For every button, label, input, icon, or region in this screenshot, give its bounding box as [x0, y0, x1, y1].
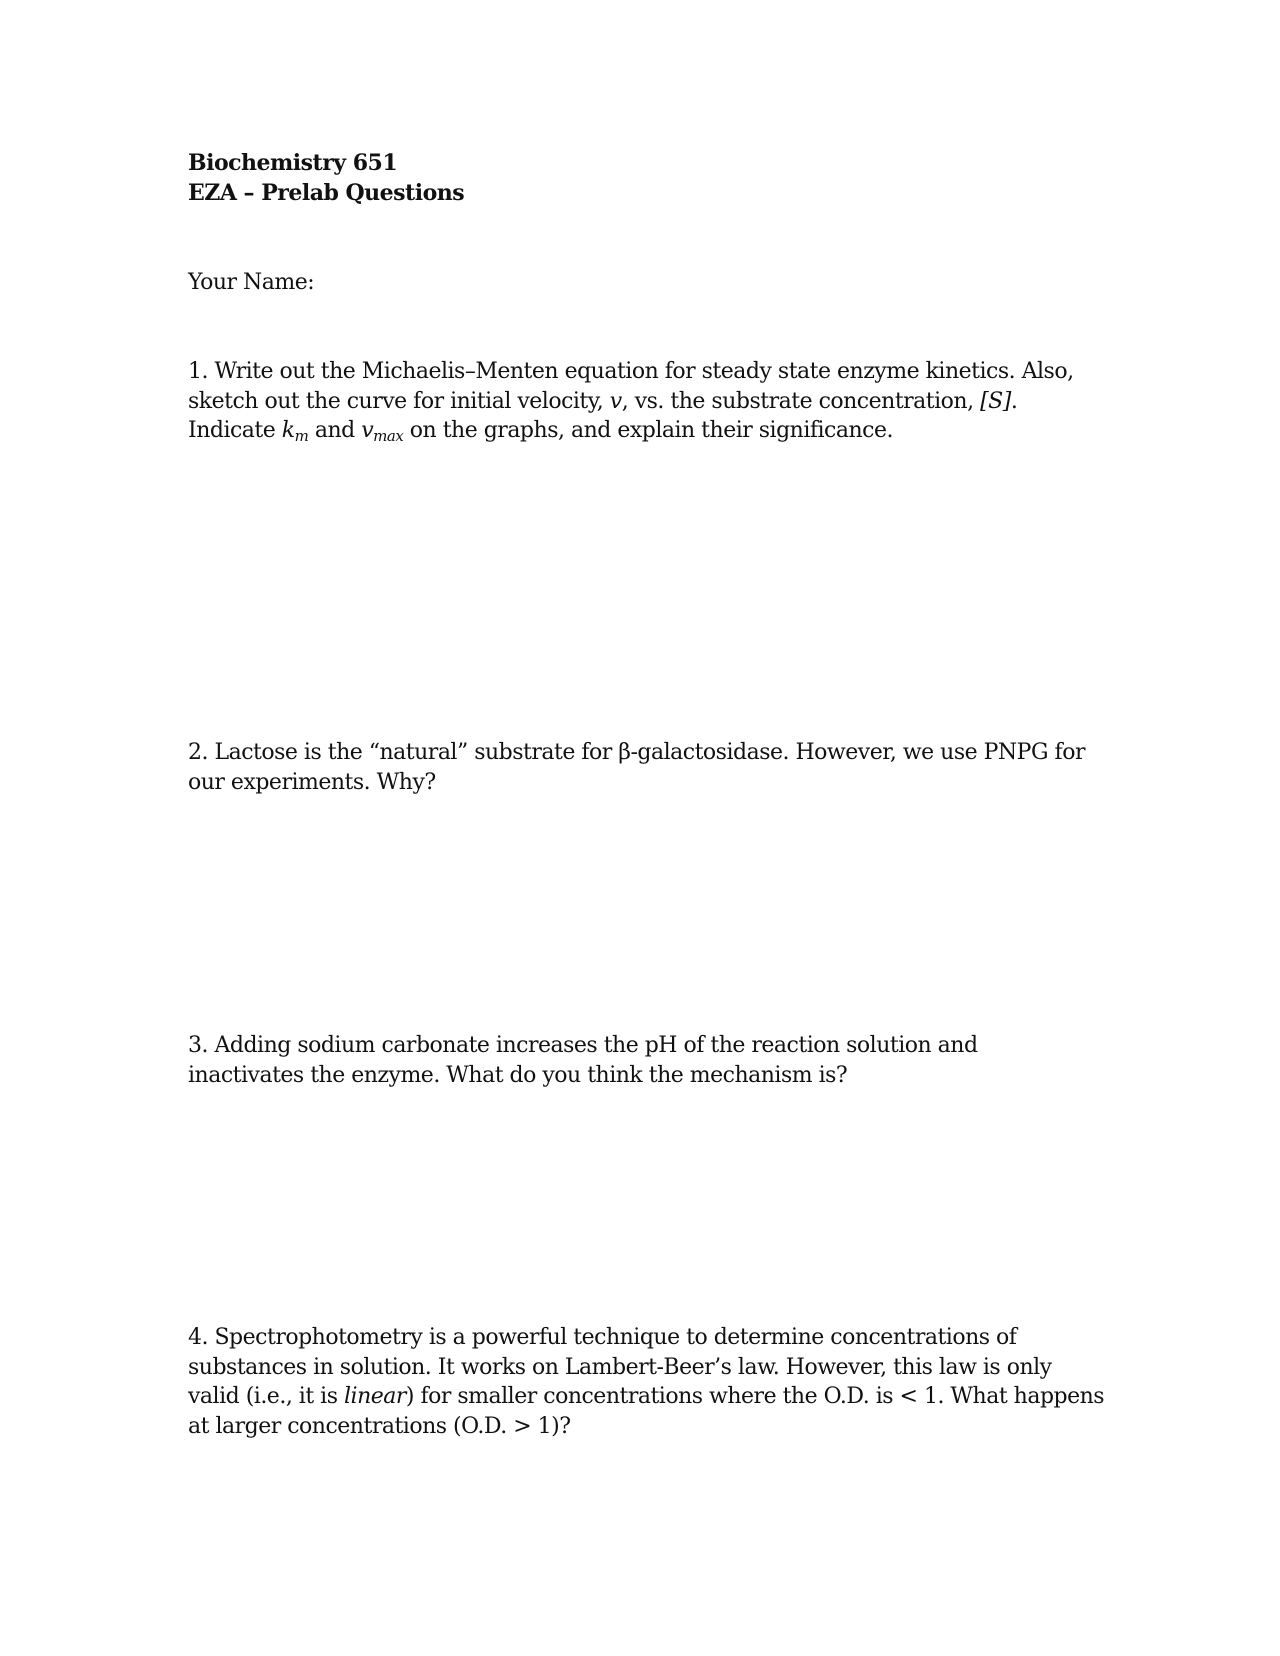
name-label: Your Name:: [188, 270, 315, 295]
question-4-line-4: at larger concentrations (O.D. > 1)?: [188, 1413, 571, 1439]
question-1-line-3: Indicate km and vmax on the graphs, and explain their significance.: [188, 418, 893, 445]
question-4-line-3: valid (i.e., it is linear) for smaller concentrations where the O.D. is < 1. What happens: [188, 1384, 1105, 1409]
question-2: [188, 738, 1108, 797]
question-1-line-2: sketch out the curve for initial velocity, v, vs. the substrate concentration, [S].: [188, 388, 1018, 414]
question-2-line-1: 2. Lactose is the “natural” substrate for β-galactosidase. However, we use PNPG for: [188, 740, 1085, 765]
vmax-symbol: v: [361, 418, 374, 443]
question-4: [188, 1323, 1108, 1441]
question-3-line-1: 3. Adding sodium carbonate increases the pH of the reaction solution and: [188, 1033, 978, 1058]
question-4-line-1: 4. Spectrophotometry is a powerful technique to determine concentrations of: [188, 1325, 1017, 1350]
document-header: [188, 149, 1108, 208]
question-1-line-1: 1. Write out the Michaelis–Menten equation for steady state enzyme kinetics. Also,: [188, 359, 1074, 384]
linear-emphasis: linear: [344, 1384, 406, 1409]
km-subscript: m: [294, 427, 309, 445]
question-2-line-2: our experiments. Why?: [188, 769, 436, 795]
question-3-line-2: inactivates the enzyme. What do you think the mechanism is?: [188, 1062, 848, 1088]
name-field: [188, 268, 1108, 298]
question-3: [188, 1031, 1108, 1090]
vmax-subscript: max: [373, 427, 404, 445]
km-symbol: k: [281, 418, 295, 443]
substrate-symbol: [S]: [980, 388, 1011, 414]
question-4-line-2: substances in solution. It works on Lambert-Beer’s law. However, this law is only: [188, 1354, 1052, 1380]
course-title: Biochemistry 651: [188, 150, 398, 176]
document-subtitle: EZA – Prelab Questions: [188, 179, 465, 206]
velocity-symbol: v: [609, 388, 622, 414]
question-1: [188, 357, 1108, 448]
